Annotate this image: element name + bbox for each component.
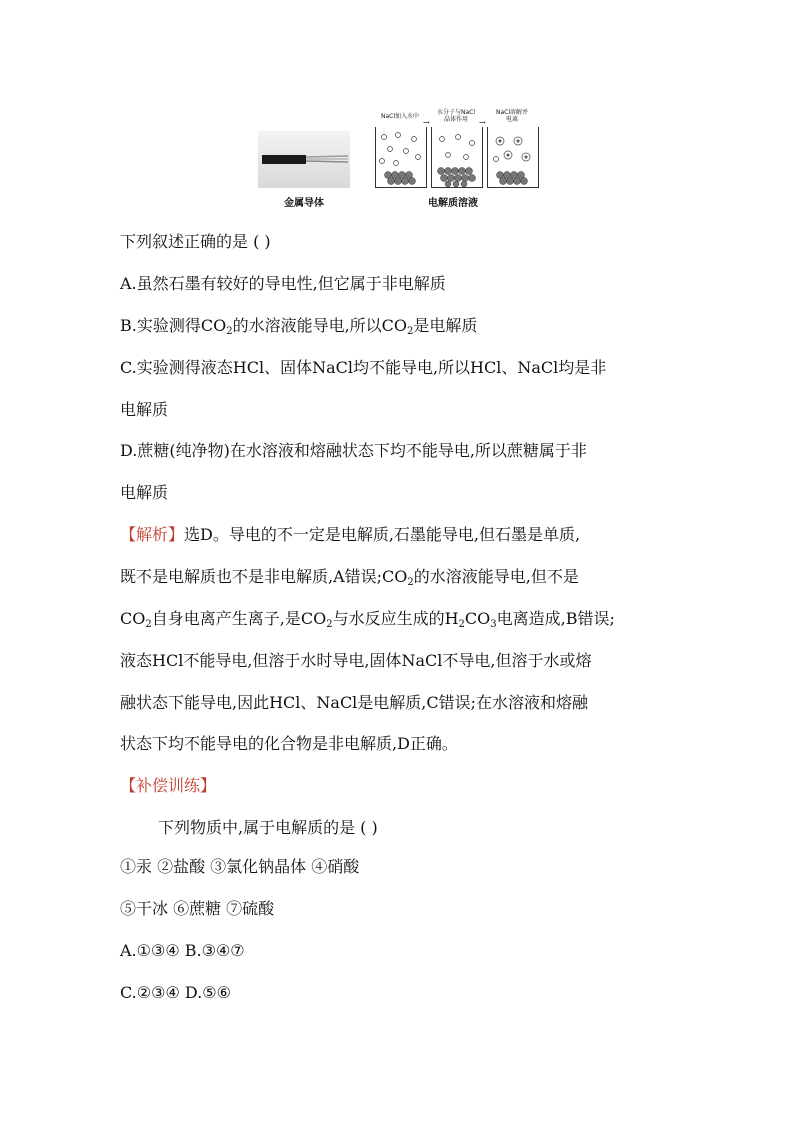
subscript: 3: [490, 619, 497, 630]
option-c-line2: 电解质: [120, 400, 169, 419]
analysis-line1: [120, 525, 580, 545]
analysis-text: 电离造成,B错误;: [496, 609, 615, 628]
analysis-text: 与水反应生成的H: [332, 609, 459, 628]
beaker-2: [431, 127, 483, 188]
analysis-tag: 【解析】: [120, 525, 185, 544]
beaker-3: [487, 127, 539, 188]
subscript: 2: [226, 326, 233, 337]
subscript: 2: [458, 619, 465, 630]
analysis-text: 既不是电解质也不是非电解质,A错误;CO: [120, 567, 408, 586]
compensation-items-2: ⑤干冰 ⑥蔗糖 ⑦硫酸: [120, 899, 275, 918]
analysis-line5: 融状态下能导电,因此HCl、NaCl是电解质,C错误;在水溶液和熔融: [120, 693, 589, 712]
metal-conductor-photo: [258, 131, 350, 188]
beaker-label-2: 水分子与NaCl 晶体作用: [436, 109, 476, 123]
analysis-text: CO: [120, 609, 146, 628]
compensation-stem: 下列物质中,属于电解质的是 ( ): [158, 818, 378, 837]
analysis-line3: [120, 609, 615, 635]
subscript: 2: [326, 619, 333, 630]
analysis-text: 自身电离产生离子,是CO: [151, 609, 327, 628]
arrow-icon: →: [423, 118, 430, 127]
figure-caption-metal: 金属导体: [284, 198, 324, 209]
analysis-line6: 状态下均不能导电的化合物是非电解质,D正确。: [120, 734, 458, 753]
option-d-line2: 电解质: [120, 483, 169, 502]
subscript: 2: [407, 577, 414, 588]
option-b: [120, 316, 477, 342]
analysis-text: CO: [464, 609, 491, 628]
option-b-part3: 是电解质: [413, 316, 478, 335]
figure-caption-electrolyte: 电解质溶液: [428, 198, 478, 209]
option-b-part2: 的水溶液能导电,所以CO: [232, 316, 408, 335]
option-a: A.虽然石墨有较好的导电性,但它属于非电解质: [120, 274, 446, 293]
beaker-label-3: NaCl溶解并 电离: [495, 109, 529, 123]
analysis-text: 的水溶液能导电,但不是: [413, 567, 579, 586]
analysis-line2: [120, 567, 579, 593]
compensation-items-1: ①汞 ②盐酸 ③氯化钠晶体 ④硝酸: [120, 857, 360, 876]
question-stem: 下列叙述正确的是 ( ): [120, 232, 271, 251]
analysis-line4: 液态HCl不能导电,但溶于水时导电,固体NaCl不导电,但溶于水或熔: [120, 651, 592, 670]
compensation-tag: 【补偿训练】: [120, 776, 217, 795]
option-b-part1: B.实验测得CO: [120, 316, 227, 335]
subscript: 2: [407, 326, 414, 337]
option-c-line1: C.实验测得液态HCl、固体NaCl均不能导电,所以HCl、NaCl均是非: [120, 358, 607, 377]
arrow-icon: →: [479, 118, 486, 127]
subscript: 2: [145, 619, 152, 630]
wire-image: [258, 131, 350, 188]
compensation-options-ab: A.①③④ B.③④⑦: [120, 941, 245, 960]
option-d-line1: D.蔗糖(纯净物)在水溶液和熔融状态下均不能导电,所以蔗糖属于非: [120, 441, 587, 460]
analysis-text: 选D。导电的不一定是电解质,石墨能导电,但石墨是单质,: [184, 525, 581, 544]
beaker-1: [375, 127, 427, 188]
beaker-label-1: NaCl加入水中: [380, 113, 420, 120]
compensation-options-cd: C.②③④ D.⑤⑥: [120, 983, 231, 1002]
